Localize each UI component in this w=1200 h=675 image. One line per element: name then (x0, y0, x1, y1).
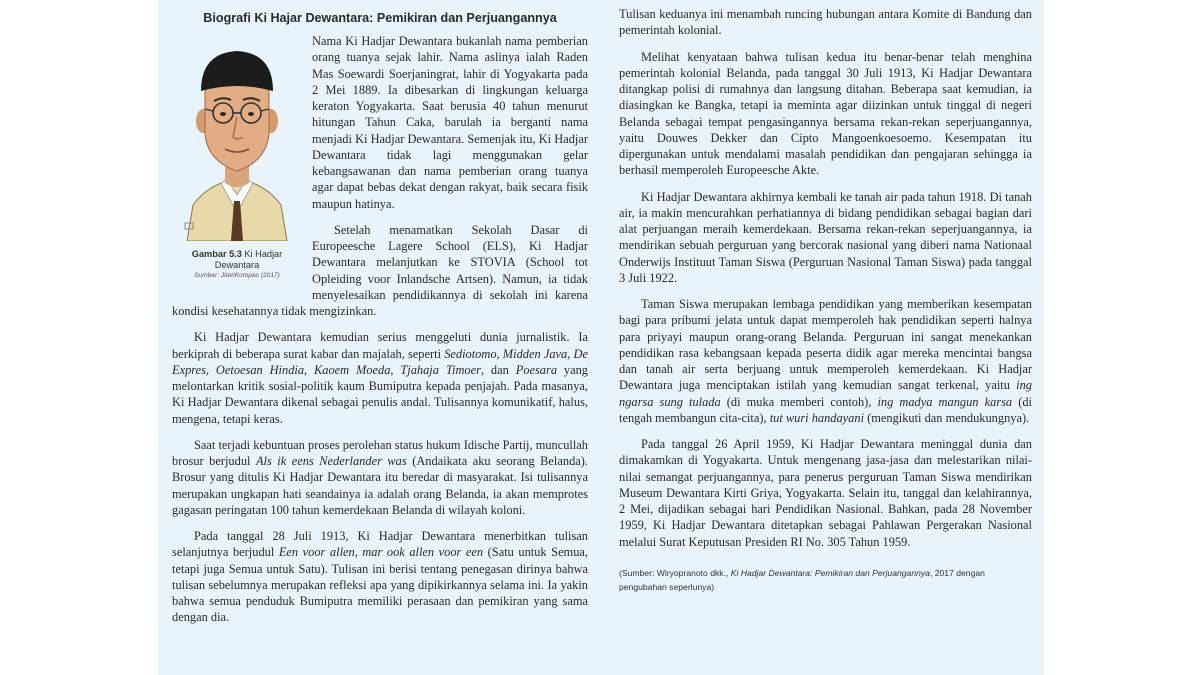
paragraph-9 (619, 296, 1032, 426)
paragraph-8: Ki Hadjar Dewantara akhirnya kembali ke tanah air pada tahun 1918. Di tanah air, ia makin mencurahkan perhatiannya di bidang pendidikan sebagai bagian dari alat perjuangan meraih kemerdekaan. Bersama rekan-rekan seperjuangannya, ia mendirikan sebuah perguruan yang bercorak nasional yang diberi nama Nationaal Onderwijs Instituut Taman Siswa (Perguruan Nasional Taman Siswa) pada tanggal 3 Juli 1922. (619, 189, 1032, 285)
paragraph-3-text-c: yang melontarkan kritik sosial-politik kaum Bumiputra kepada penjajah. Pada masanya, Ki Hadjar Dewantara dikenal sebagai penulis andal. Tulisannya komunikatif, halus, mengena, tetapi keras. (172, 362, 589, 426)
paragraph-4-text-a: Saat terjadi kebuntuan proses perolehan status hukum Idische Partij, muncullah brosur berjudul (172, 437, 588, 468)
paragraph-3-text-a: Ki Hadjar Dewantara kemudian serius menggeluti dunia jurnalistik. Ia berkiprah di beberapa surat kabar dan majalah, seperti (172, 330, 588, 361)
paragraph-9-text-c: (di tengah membangun cita-cita), (619, 394, 1032, 425)
paragraph-5 (172, 528, 588, 626)
portrait-illustration (179, 33, 295, 241)
page-title: Biografi Ki Hajar Dewantara: Pemikiran dan Perjuangannya (203, 11, 557, 25)
paragraph-5-text-a: Pada tanggal 28 Juli 1913, Ki Hadjar Dewantara menerbitkan tulisan selanjutnya berjudul (172, 529, 588, 560)
paragraph-9-text-b: (di muka memberi contoh), (720, 394, 878, 409)
motto-ing-madya: ing madya mangun karsa (877, 394, 1013, 409)
right-column (619, 0, 1032, 675)
figure-name: Ki Hadjar Dewantara (214, 249, 283, 270)
paragraph-9-text-d: (mengikuti dan mendukungnya). (864, 410, 1030, 425)
paragraph-3 (172, 329, 588, 427)
paragraph-4-text-b: (Andaikata aku seorang Belanda). Brosur yang ditulis Ki Hadjar Dewantara itu beredar di masyarakat. Isi tulisannya merupakan ungkapan hati seandainya ia adalah orang Belanda, ia akan memprotes gagasan peringatan 100 tahun kemerdekaan Belanda di wilayah koloni. (172, 454, 588, 517)
paragraph-5-text-b: (Satu untuk Semua, tetapi juga Semua untuk Satu). Tulisan ini berisi tentang penegasan dirinya bahwa tulisan sebelumnya merupakan refleksi apa yang dipikirkannya selama ini. Ia yakin bahwa semua penduduk Bumiputra memiliki perasaan dan pemikiran yang sama dengan dia. (172, 545, 588, 625)
paragraph-5-article-title: Een voor allen, mar ook allen voor een (278, 545, 484, 560)
figure-source: Sumber: Jitet/Kompas (2017) (194, 272, 280, 279)
paragraph-10: Pada tanggal 26 April 1959, Ki Hadjar Dewantara meninggal dunia dan dimakamkan di Yogyakarta. Untuk mengenang jasa-jasa dan melestarikan nilai-nilai semangat perjuangannya, para penerus perguruan Taman Siswa mendirikan Museum Dewantara Kirti Griya, Yogyakarta. Selain itu, tanggal dan kelahirannya, 2 Mei, dijadikan sebagai hari Pendidikan Nasional. Bahkan, pada 28 November 1959, Ki Hadjar Dewantara ditetapkan sebagai Pahlawan Pergerakan Nasional melalui Surat Keputusan Presiden RI No. 305 Tahun 1959. (619, 437, 1032, 549)
figure-label: Gambar 5.3 (191, 249, 242, 259)
motto-ing-ngarsa: ing ngarsa sung tulada (619, 378, 1032, 409)
reference-note (619, 566, 1032, 594)
paragraph-6: Tulisan keduanya ini menambah runcing hubungan antara Komite di Bandung dan pemerintah kolonial. (619, 7, 1032, 38)
paragraph-7: Melihat kenyataan bahwa tulisan kedua itu benar-benar telah menghina pemerintah kolonial Belanda, pada tanggal 30 Juli 1913, Ki Hadjar Dewantara ditangkap polisi di rumahnya dan langsung ditahan. Beberapa saat kemudian, ia diasingkan ke Bangka, tetapi ia meminta agar diizinkan untuk tinggal di negeri Belanda sebagai tempat pengasingannya bersama rekan-rekan seperjuangannya, yaitu Douwes Dekker dan Cipto Mangoenkoesoemo. Kesempatan itu dipergunakan untuk mendalami masalah pendidikan dan pengajaran sehingga ia berhasil memperoleh Europeesche Akte. (619, 49, 1032, 178)
textbook-page (158, 0, 1044, 675)
left-column (172, 0, 588, 675)
figure-caption (172, 249, 302, 271)
portrait-figure (172, 33, 302, 297)
motto-tut-wuri: tut wuri handayani (769, 410, 865, 425)
reference-book-title: Ki Hadjar Dewantara: Pemikiran dan Perjuangannya (730, 567, 930, 578)
paragraph-4 (172, 437, 588, 518)
paragraph-9-text-a: Taman Siswa merupakan lembaga pendidikan yang memberikan kesempatan bagi para pribumi jelata untuk dapat memperoleh hak pendidikan seperti halnya para priyayi maupun orang-orang Belanda. Perguruan ini sangat menekankan pendidikan rasa kebangsaan kepada peserta didik agar mereka mencintai bangsa dan tanah air serta berjuang untuk memperoleh kemerdekaan. Ki Hadjar Dewantara juga menciptakan istilah yang kemudian sangat terkenal, yaitu (619, 297, 1032, 393)
paragraph-3-newspapers: Sediotomo, Midden Java, De Expres, Oetoesan Hindia, Kaoem Moeda, Tjahaja Timoer (172, 346, 588, 377)
paragraph-3-poesara: Poesara (515, 362, 558, 377)
reference-text-a: (Sumber: Wiryopranoto dkk., (619, 567, 731, 578)
paragraph-3-text-b: , dan (480, 362, 516, 377)
paragraph-4-brochure-title: Als ik eens Nederlander was (255, 454, 407, 468)
paragraph-1: Nama Ki Hadjar Dewantara bukanlah nama pemberian orang tuanya sejak lahir. Nama aslinya ialah Raden Mas Soewardi Soerjaningrat, lahir di Yogyakarta pada 2 Mei 1889. Ia dibesarkan di lingkungan keluarga keraton Yogyakarta. Saat berusia 40 tahun menurut hitungan Tahun Caka, barulah ia berganti nama menjadi Ki Hadjar Dewantara. Semenjak itu, Ki Hadjar Dewantara tidak lagi menggunakan gelar kebangsawanan dan nama pemberian orang tuanya agar dapat bebas dekat dengan rakyat, baik secara fisik maupun hatinya. (312, 34, 588, 211)
reference-text-b: , 2017 dengan pengubahan seperlunya) (619, 567, 985, 592)
paragraph-2: Setelah menamatkan Sekolah Dasar di Europeesche Lagere School (ELS), Ki Hadjar Dewantara melanjutkan ke STOVIA (School tot Opleiding voor Inlandsche Artsen). Namun, ia tidak menyelesaikan pendidikannya di sekolah ini karena kondisi kesehatannya tidak mengizinkan. (172, 222, 588, 318)
